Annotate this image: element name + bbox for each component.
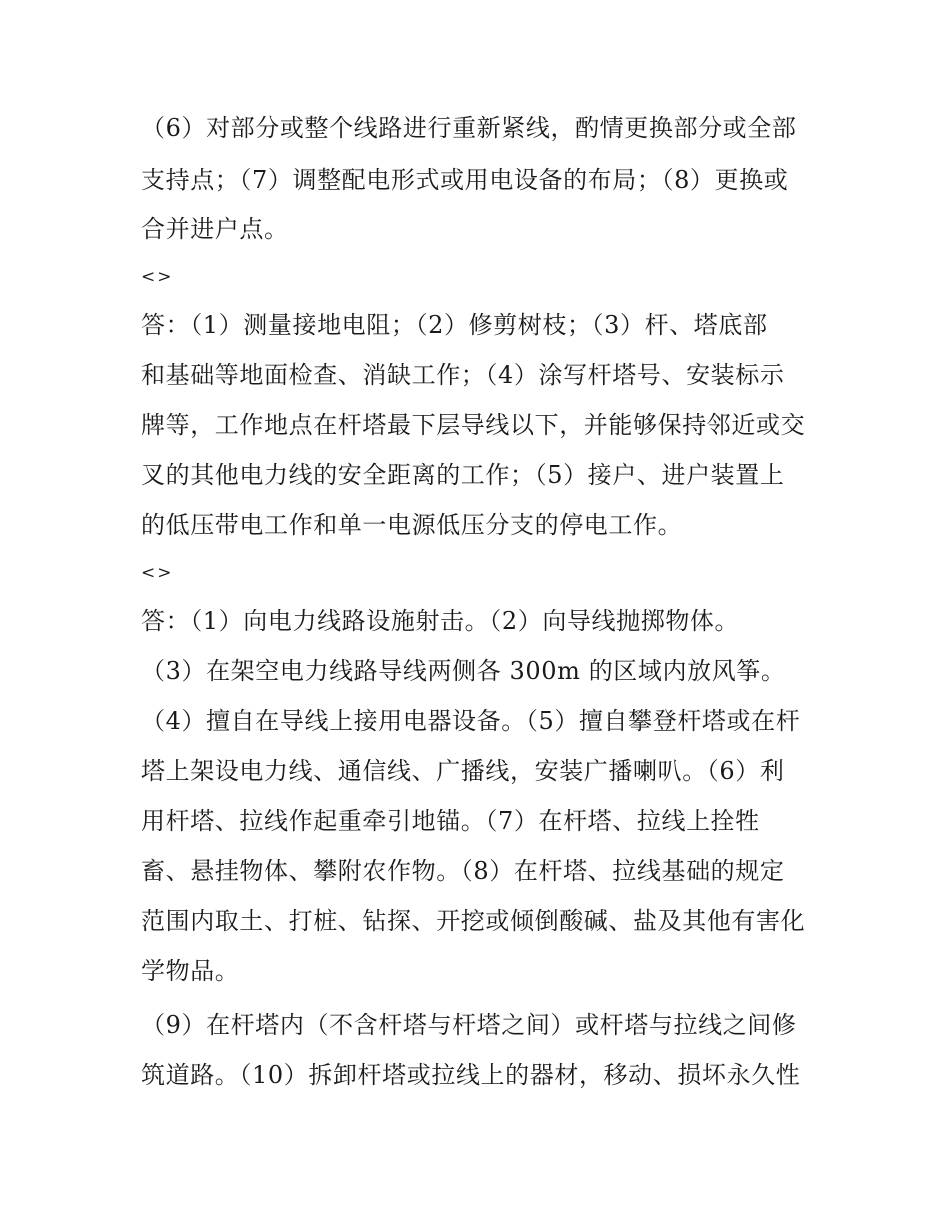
text-line: 筑道路。（10）拆卸杆塔或拉线上的器材，移动、损坏永久性	[141, 1061, 801, 1089]
text-line: 的低压带电工作和单一电源低压分支的停电工作。	[141, 511, 683, 539]
text-line: 和基础等地面检查、消缺工作；（4）涂写杆塔号、安装标示	[141, 361, 785, 389]
text-line: 学物品。	[141, 957, 240, 985]
text-line: （9）在杆塔内（不含杆塔与杆塔之间）或杆塔与拉线之间修	[141, 1011, 797, 1039]
section-marker: <>	[141, 267, 174, 287]
text-line: 塔上架设电力线、通信线、广播线，安装广播喇叭。（6）利	[141, 757, 785, 785]
text-line: 合并进户点。	[141, 215, 289, 243]
text-line: （3）在架空电力线路导线两侧各 300m 的区域内放风筝。	[141, 657, 786, 685]
text-line: 叉的其他电力线的安全距离的工作；（5）接户、进户装置上	[141, 461, 785, 489]
text-line: （4）擅自在导线上接用电器设备。（5）擅自攀登杆塔或在杆	[141, 707, 801, 735]
text-line: 畜、悬挂物体、攀附农作物。（8）在杆塔、拉线基础的规定	[141, 857, 785, 885]
text-line: 牌等，工作地点在杆塔最下层导线以下，并能够保持邻近或交	[141, 411, 806, 439]
text-line: 支持点；（7）调整配电形式或用电设备的布局；（8）更换或	[141, 166, 789, 194]
text-line: 用杆塔、拉线作起重牵引地锚。（7）在杆塔、拉线上拴牲	[141, 807, 760, 835]
text-line: 答：（1）向电力线路设施射击。（2）向导线抛掷物体。	[141, 607, 740, 635]
text-line: （6）对部分或整个线路进行重新紧线，酌情更换部分或全部	[141, 114, 797, 142]
text-line: 范围内取土、打桩、钻探、开挖或倾倒酸碱、盐及其他有害化	[141, 907, 806, 935]
section-marker: <>	[141, 563, 174, 583]
text-line: 答：（1）测量接地电阻；（2）修剪树枝；（3）杆、塔底部	[141, 311, 768, 339]
